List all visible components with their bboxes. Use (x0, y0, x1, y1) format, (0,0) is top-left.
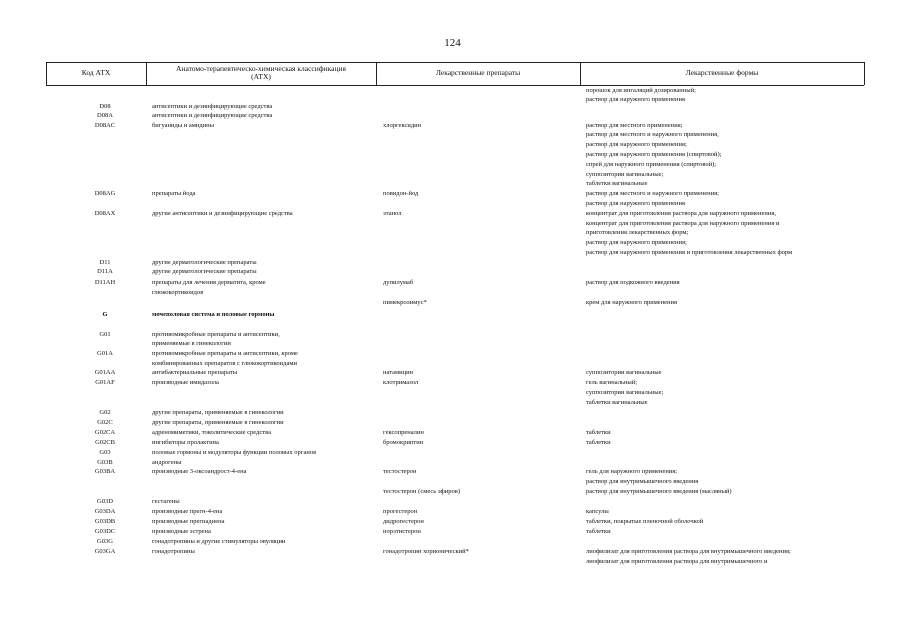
form-cell: раствор для местного применения; (586, 122, 683, 129)
table-row (0, 547, 905, 557)
classification-cell: другие дерматологические препараты (152, 259, 257, 266)
table-row (0, 179, 905, 189)
atc-code-cell: G02CB (95, 439, 115, 446)
classification-cell: другие препараты, применяемые в гинекологии (152, 419, 284, 426)
table-row (0, 428, 905, 438)
atc-code-cell: D08A (97, 112, 113, 119)
atc-code-cell: G01AA (94, 369, 116, 376)
classification-cell: другие препараты, применяемые в гинекологии (152, 409, 284, 416)
form-cell: таблетки, покрытые пленочной оболочкой (586, 518, 704, 525)
atc-code-cell: G01 (99, 331, 111, 338)
classification-cell: производные прегнадиена (152, 518, 225, 525)
drug-cell: клотримазол (383, 379, 419, 386)
form-cell: раствор для внутримышечного введения (586, 478, 699, 485)
form-cell: гель для наружного применения; (586, 468, 678, 475)
atc-code-cell: G02CA (94, 429, 116, 436)
form-cell: крем для наружного применения (586, 299, 678, 306)
form-cell: таблетки (586, 439, 611, 446)
atc-code-cell: G02 (99, 409, 111, 416)
form-cell: раствор для подкожного введения (586, 279, 680, 286)
classification-cell: противомикробные препараты и антисептики, (152, 331, 280, 338)
classification-cell: гонадотропины (152, 548, 195, 555)
form-cell: раствор для наружного применения (586, 96, 685, 103)
drug-cell: дидрогестерон (383, 518, 424, 525)
table-row (0, 438, 905, 448)
drug-cell: прогестерон (383, 508, 418, 515)
table-row (0, 298, 905, 308)
classification-cell: производные прегн-4-ена (152, 508, 223, 515)
form-cell: раствор для местного и наружного применения, (586, 131, 719, 138)
drug-cell: дупилумаб (383, 279, 414, 286)
classification-cell: препараты для лечения дерматита, кроме (152, 279, 266, 286)
form-cell: раствор для наружного применения; (586, 141, 687, 148)
table-row (0, 160, 905, 170)
drug-cell: норэтистерон (383, 528, 421, 535)
table-row (0, 378, 905, 388)
table-row (0, 368, 905, 378)
table-row (0, 477, 905, 487)
drug-cell: тестостерон (383, 468, 417, 475)
form-cell: концентрат для приготовления раствора для наружного применения, (586, 210, 776, 217)
table-row (0, 507, 905, 517)
table-row (0, 150, 905, 160)
header-code: Код АТХ (81, 68, 111, 77)
atc-code-cell: G03 (99, 449, 111, 456)
classification-cell: антисептики и дезинфицирующие средства (152, 112, 273, 119)
form-cell: суппозитории вагинальные; (586, 389, 664, 396)
classification-cell: антибактериальные препараты (152, 369, 238, 376)
table-row (0, 349, 905, 359)
atc-code-cell: D11AH (94, 279, 116, 286)
drug-cell: хлоргексидин (383, 122, 422, 129)
atc-code-cell: G03D (97, 498, 113, 505)
classification-cell: применяемые в гинекологии (152, 340, 231, 347)
header-forms: Лекарственные формы (685, 68, 759, 77)
header-classification (146, 62, 376, 84)
drug-cell: этанол (383, 210, 402, 217)
table-row (0, 339, 905, 349)
classification-cell: гонадотропины и другие стимуляторы овуляции (152, 538, 286, 545)
classification-cell: производные 3-оксоандрост-4-ена (152, 468, 247, 475)
classification-cell: антисептики и дезинфицирующие средства (152, 103, 273, 110)
classification-cell: производные имидазола (152, 379, 219, 386)
header-classification-line1: Анатомо-терапевтическо-химическая классификация (176, 64, 346, 73)
form-cell: порошок для ингаляций дозированный; (586, 87, 696, 94)
header-drugs: Лекарственные препараты (435, 68, 521, 77)
table-row (0, 238, 905, 248)
form-cell: таблетки (586, 429, 611, 436)
table-row (0, 418, 905, 428)
page-number: 124 (444, 37, 461, 49)
table-row (0, 267, 905, 277)
atc-code-cell: D08AC (94, 122, 116, 129)
atc-code-cell: D08 (99, 103, 111, 110)
form-cell: таблетки (586, 528, 611, 535)
drug-cell: бромокриптин (383, 439, 424, 446)
table-row (0, 189, 905, 199)
atc-code-cell: D11A (97, 268, 113, 275)
header-classification-line2: (АТХ) (251, 72, 271, 81)
table-row (0, 388, 905, 398)
table-row (0, 557, 905, 567)
form-cell: раствор для наружного применения (спиртовой); (586, 151, 722, 158)
drug-cell: гонадотропин хорионический* (383, 548, 469, 555)
form-cell: раствор для внутримышечного введения (масляный) (586, 488, 732, 495)
form-cell: лиофилизат для приготовления раствора для внутримышечного и (586, 558, 768, 565)
atc-code-cell: D11 (99, 259, 111, 266)
atc-code-cell: G02C (97, 419, 113, 426)
table-row (0, 467, 905, 477)
atc-code-cell: G03BA (94, 468, 116, 475)
table-row (0, 228, 905, 238)
table-row (0, 111, 905, 121)
atc-code-cell: G03GA (94, 548, 116, 555)
form-cell: капсулы (586, 508, 609, 515)
classification-cell: производные эстрена (152, 528, 211, 535)
form-cell: таблетки вагинальные (586, 180, 648, 187)
form-cell: концентрат для приготовления раствора для наружного применения и (586, 220, 780, 227)
table-row (0, 398, 905, 408)
form-cell: таблетки вагинальные (586, 399, 648, 406)
form-cell: раствор для местного и наружного применения; (586, 190, 719, 197)
atc-code-cell: G03G (97, 538, 113, 545)
classification-cell: адреномиметики, токолитические средства (152, 429, 271, 436)
table-row (0, 130, 905, 140)
form-cell: суппозитории вагинальные (586, 369, 662, 376)
classification-cell: другие дерматологические препараты (152, 268, 257, 275)
table-row (0, 209, 905, 219)
atc-code-cell: G03DB (94, 518, 116, 525)
drug-cell: повидон-йод (383, 190, 419, 197)
table-row (0, 199, 905, 209)
drug-cell: пимекролимус* (383, 299, 427, 306)
drug-cell: натамицин (383, 369, 414, 376)
atc-code-cell: G01AF (95, 379, 115, 386)
drug-cell: гексопреналин (383, 429, 424, 436)
classification-cell: глюкокортикоидов (152, 289, 204, 296)
classification-cell: другие антисептики и дезинфицирующие средства (152, 210, 293, 217)
classification-cell: бигуаниды и амидины (152, 122, 214, 129)
form-cell: раствор для наружного применения и приготовления лекарственных форм (586, 249, 793, 256)
atc-code-cell: G03DA (94, 508, 116, 515)
classification-cell: андрогены (152, 459, 182, 466)
atc-code-cell: D08AG (94, 190, 116, 197)
table-row (0, 527, 905, 537)
table-row (0, 278, 905, 288)
drug-cell: тестостерон (смесь эфиров) (383, 488, 461, 495)
classification-cell: препараты йода (152, 190, 196, 197)
form-cell: спрей для наружного применения (спиртовой); (586, 161, 717, 168)
form-cell: лиофилизат для приготовления раствора для внутримышечного введения; (586, 548, 791, 555)
table-row (0, 517, 905, 527)
atc-code-cell: G03DC (94, 528, 116, 535)
table-row (0, 310, 905, 320)
table-row (0, 140, 905, 150)
table-row (0, 288, 905, 298)
classification-cell: комбинированных препаратов с глюкокортикоидами (152, 360, 297, 367)
form-cell: раствор для наружного применения; (586, 239, 687, 246)
header-divider (864, 62, 865, 85)
table-row (0, 487, 905, 497)
table-row (0, 448, 905, 458)
atc-code-cell: D08AX (94, 210, 116, 217)
form-cell: раствор для наружного применения (586, 200, 685, 207)
form-cell: приготовления лекарственных форм; (586, 229, 689, 236)
classification-cell: противомикробные препараты и антисептики, кроме (152, 350, 298, 357)
form-cell: гель вагинальный; (586, 379, 638, 386)
form-cell: суппозитории вагинальные; (586, 171, 664, 178)
atc-code-cell: G01A (97, 350, 113, 357)
table-row (0, 537, 905, 547)
atc-code-cell: G03B (97, 459, 113, 466)
classification-cell: половые гормоны и модуляторы функции половых органов (152, 449, 317, 456)
table-row (0, 497, 905, 507)
classification-cell: гестагены (152, 498, 180, 505)
classification-cell: мочеполовая система и половые гормоны (152, 311, 275, 318)
table-row (0, 408, 905, 418)
classification-cell: ингибиторы пролактина (152, 439, 219, 446)
atc-code-cell: G (102, 311, 108, 318)
table-row (0, 248, 905, 258)
